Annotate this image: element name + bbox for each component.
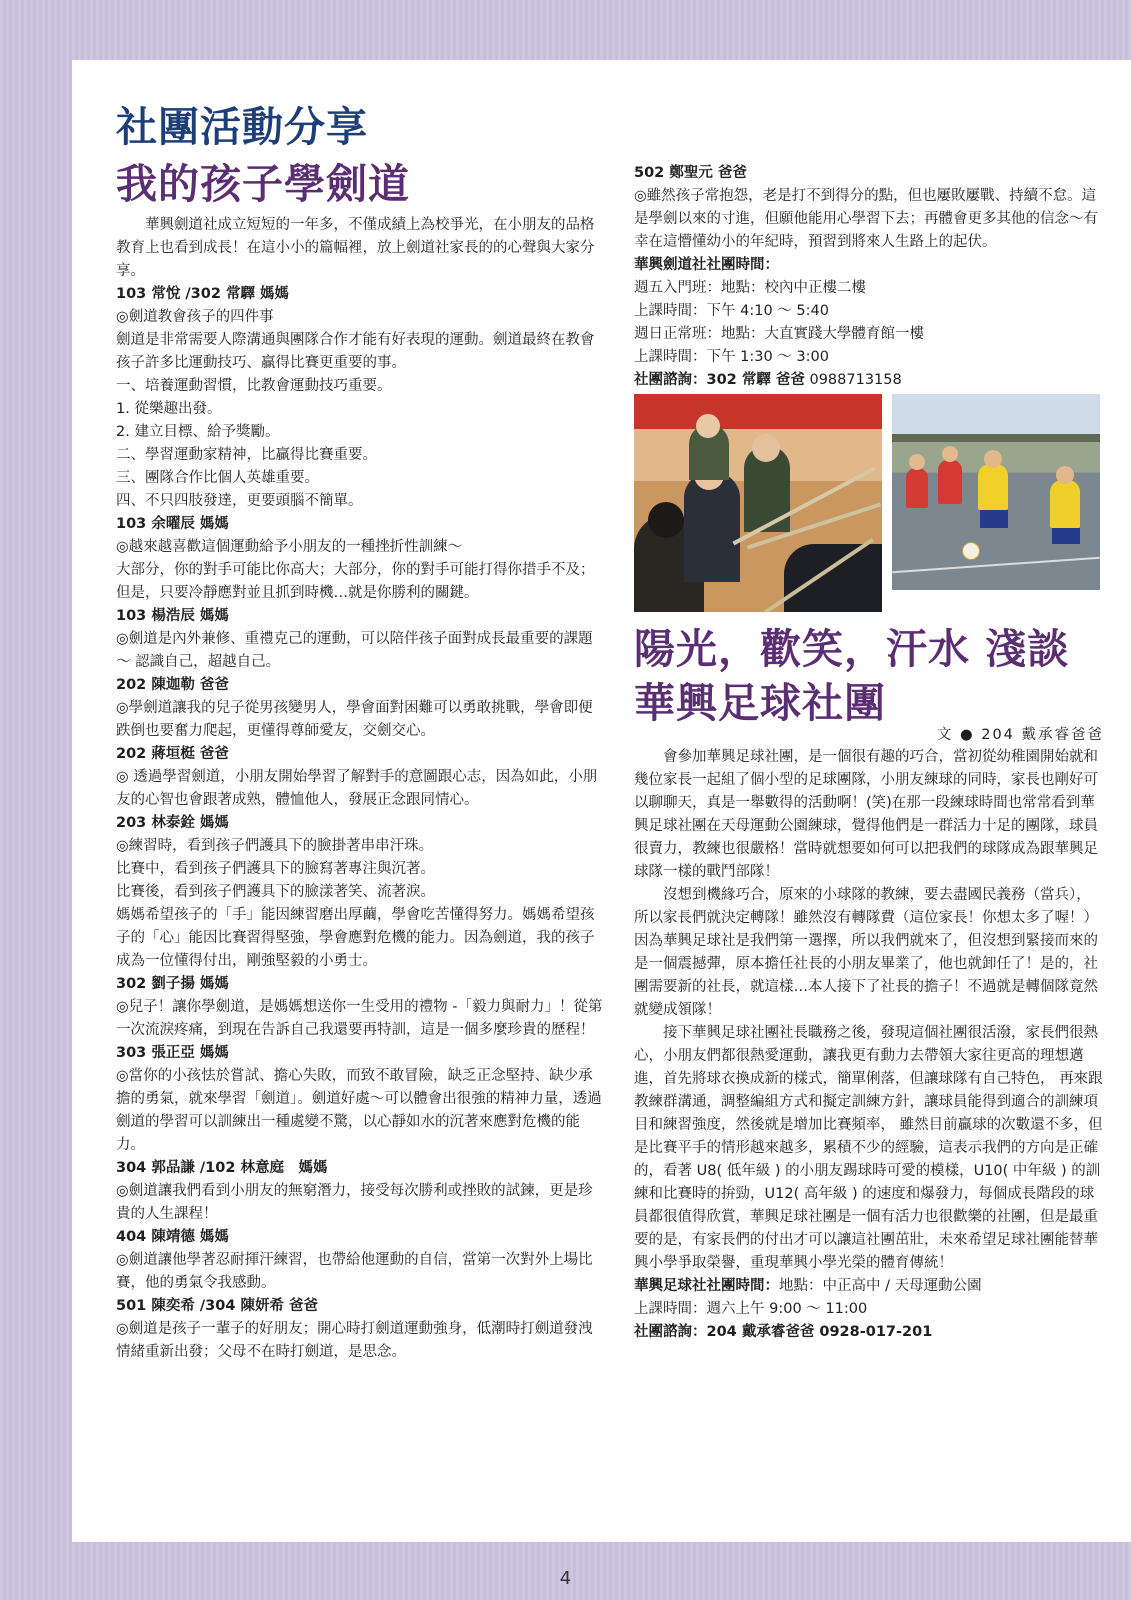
comment-text: ◎越來越喜歡這個運動給予小朋友的一種挫折性訓練～: [116, 539, 463, 555]
kendo-article-title: 我的孩子學劍道: [116, 160, 410, 208]
comment-text: ◎當你的小孩怯於嘗試、擔心失敗，而致不敢冒險，缺乏正念堅持、缺少承擔的勇氣，就來學習「劍道」。劍道好處～可以體會出很強的精神力量，透過劍道的學習可以訓練出一種處變不驚，以心靜如水的沉著來應對危機的能力。: [116, 1068, 602, 1153]
kendo-schedule-line: 上課時間：下午 4:10 ～ 5:40: [634, 303, 829, 319]
right-column: [634, 162, 1104, 1344]
kendo-schedule: [634, 254, 1104, 392]
comment-author: 404 陳靖德 媽媽: [116, 1229, 229, 1245]
comment-entry: [116, 283, 606, 513]
kendo-contact-phone: 0988713158: [809, 372, 902, 388]
soccer-paragraph: 接下華興足球社團社長職務之後，發現這個社團很活潑，家長們很熱心，小朋友們都很熱愛運動，讓我更有動力去帶領大家往更高的理想邁進，首先將球衣換成新的樣式，簡單俐落，但讓球隊有自己特色， 再來跟教練群溝通，調整編組方式和擬定訓練方針，讓球員能得到適合的訓練項目和練習強度，然後就是增加比賽頻率， 雖然目前贏球的次數還不多，但是比賽平手的情形越來越多，累積不少的經驗，這表示我們的方向是正確的，看著 U8( 低年級 ) 的小朋友踢球時可愛的模樣，U10( 中年級 ) 的訓練和比賽時的拚勁，U12( 高年級 ) 的速度和爆發力，每個成長階段的球員都很值得欣賞，華興足球社團是一個有活力也很歡樂的社團，但是最重要的是，有家長們的付出才可以讓這社團茁壯，未來希望足球社團能替華興小學爭取榮譽，重現華興小學光榮的體育傳統！: [634, 1025, 1103, 1271]
comment-text: ◎學劍道讓我的兒子從男孩變男人，學會面對困難可以勇敢挑戰，學會即便跌倒也要奮力爬起，更懂得尊師愛友，交劍交心。: [116, 700, 593, 739]
comment-entry: [116, 1042, 606, 1157]
kendo-intro: 華興劍道社成立短短的一年多，不僅成績上為校爭光，在小朋友的品格教育上也看到成長！在這小小的篇幅裡，放上劍道社家長的的心聲與大家分享。: [116, 217, 595, 279]
comment-text: 2. 建立目標、給予獎勵。: [116, 424, 280, 440]
kendo-schedule-line: 週五入門班：地點：校內中正樓二樓: [634, 280, 866, 296]
soccer-schedule-label: 華興足球社社團時間：: [634, 1278, 779, 1294]
comment-text: 媽媽希望孩子的「手」能因練習磨出厚繭，學會吃苦懂得努力。媽媽希望孩子的「心」能因比賽習得堅強，學會應對危機的能力。因為劍道，我的孩子成為一位懂得付出，剛強堅毅的小勇士。: [116, 907, 595, 969]
soccer-match-photo: [892, 394, 1100, 590]
soccer-schedule: [634, 1275, 1104, 1298]
comment-author: 501 陳奕希 /304 陳妍希 爸爸: [116, 1298, 319, 1314]
comment-entry: [116, 605, 606, 674]
comment-text: 一、培養運動習慣，比教會運動技巧重要。: [116, 378, 392, 394]
kendo-schedule-line: 上課時間：下午 1:30 ～ 3:00: [634, 349, 829, 365]
comment-text: 四、不只四肢發達，更要頭腦不簡單。: [116, 493, 363, 509]
comment-text: 大部分，你的對手可能比你高大；大部分，你的對手可能打得你措手不及；但是，只要冷靜應對並且抓到時機…就是你勝利的關鍵。: [116, 562, 595, 601]
comment-text: 比賽中，看到孩子們護具下的臉寫著專注與沉著。: [116, 861, 435, 877]
kendo-contact: [634, 369, 1104, 392]
magazine-page: [72, 60, 1131, 1542]
comment-author: 103 常悅 /302 常驛 媽媽: [116, 286, 290, 302]
kendo-parent-comments: [116, 283, 606, 1364]
comment-entry: [116, 1226, 606, 1295]
page-number: 4: [559, 1568, 572, 1589]
soccer-paragraph: 沒想到機緣巧合，原來的小球隊的教練，要去盡國民義務（當兵），所以家長們就決定轉隊！雖然沒有轉隊費（這位家長！你想太多了喔！）因為華興足球社是我們第一選擇，所以我們就來了，但沒想到緊接而來的是一個震撼彈，原本擔任社長的小朋友畢業了，他也就卸任了！是的，社團需要新的社長，就這樣…本人接下了社長的擔子！不過就是轉個隊竟然就變成領隊！: [634, 887, 1098, 1018]
comment-text: ◎劍道讓我們看到小朋友的無窮潛力，接受每次勝利或挫敗的試鍊，更是珍貴的人生課程！: [116, 1183, 593, 1222]
comment-author: 302 劉子揚 媽媽: [116, 976, 229, 992]
comment-text: 比賽後，看到孩子們護具下的臉漾著笑、流著淚。: [116, 884, 435, 900]
comment-author: 304 郭品謙 /102 林意庭 媽媽: [116, 1160, 328, 1176]
soccer-article-title: 陽光，歡笑，汗水 淺談: [634, 625, 1070, 673]
comment-author: 203 林泰銓 媽媽: [116, 815, 229, 831]
comment-author: 303 張正亞 媽媽: [116, 1045, 229, 1061]
soccer-article-title-line2: 華興足球社團: [634, 679, 886, 727]
comment-author: 103 楊浩辰 媽媽: [116, 608, 229, 624]
comment-entry: [116, 1295, 606, 1364]
comment-entry: [116, 513, 606, 605]
comment-text: ◎劍道教會孩子的四件事: [116, 309, 274, 325]
comment-text: 三、團隊合作比個人英雄重要。: [116, 470, 319, 486]
comment-text: 1. 從樂趣出發。: [116, 401, 222, 417]
comment-entry: [116, 743, 606, 812]
kendo-schedule-heading: 華興劍道社社團時間：: [634, 257, 779, 273]
soccer-paragraph: 會參加華興足球社團，是一個很有趣的巧合，當初從幼稚園開始就和幾位家長一起組了個小型的足球團隊，小朋友練球的同時，家長也剛好可以聊聊天，真是一舉數得的活動啊！(笑)在那一段練球時間也常常看到華興足球社團在天母運動公園練球，覺得他們是一群活力十足的團隊，球員很賣力，教練也很嚴格！當時就想要如何可以把我們的球隊成為跟華興足球隊一樣的戰鬥部隊！: [634, 749, 1098, 880]
comment-text: ◎ 透過學習劍道，小朋友開始學習了解對手的意圖跟心志，因為如此，小朋友的心智也會跟著成熟，體恤他人，發展正念跟同情心。: [116, 769, 598, 808]
comment-text: ◎雖然孩子常抱怨，老是打不到得分的點，但也屢敗屢戰、持續不怠。這是學劍以來的寸進，但願他能用心學習下去；再體會更多其他的信念～有幸在這懵懂幼小的年紀時，預習到將來人生路上的起伏。: [634, 188, 1098, 250]
comment-text: ◎練習時，看到孩子們護具下的臉掛著串串汗珠。: [116, 838, 434, 854]
comment-author: 202 陳迦勒 爸爸: [116, 677, 229, 693]
comment-text: ◎劍道是孩子一輩子的好朋友；開心時打劍道運動強身，低潮時打劍道發洩情緒重新出發；父母不在時打劍道，是思念。: [116, 1321, 593, 1360]
comment-entry: [116, 1157, 606, 1226]
soccer-schedule-time: 上課時間：週六上午 9:00 ～ 11:00: [634, 1301, 868, 1317]
soccer-contact: 社團諮詢：204 戴承睿爸爸 0928-017-201: [634, 1324, 933, 1340]
kendo-schedule-line: 週日正常班：地點：大直實踐大學體育館一樓: [634, 326, 924, 342]
comment-text: 二、學習運動家精神，比贏得比賽重要。: [116, 447, 377, 463]
kendo-contact-label: 社團諮詢：302 常驛 爸爸: [634, 372, 805, 388]
soccer-byline: 文 ● 204 戴承睿爸爸: [936, 727, 1104, 743]
comment-text: ◎劍道是內外兼修、重禮克己的運動，可以陪伴孩子面對成長最重要的課題～ 認識自己，超越自己。: [116, 631, 593, 670]
comment-author: 202 蔣垣梃 爸爸: [116, 746, 229, 762]
soccer-schedule-place: 地點：中正高中 / 天母運動公園: [779, 1278, 982, 1294]
kendo-practice-photo: [634, 394, 882, 612]
page-title: 社團活動分享: [116, 103, 368, 151]
comment-entry: [116, 812, 606, 973]
comment-text: 劍道是非常需要人際溝通與團隊合作才能有好表現的運動。劍道最終在教會孩子許多比運動技巧、贏得比賽更重要的事。: [116, 332, 595, 371]
comment-author: 502 鄭聖元 爸爸: [634, 165, 747, 181]
comment-text: ◎劍道讓他學著忍耐揮汗練習，也帶給他運動的自信，當第一次對外上場比賽，他的勇氣令我感動。: [116, 1252, 593, 1291]
comment-author: 103 余曜辰 媽媽: [116, 516, 229, 532]
comment-text: ◎兒子！讓你學劍道，是媽媽想送你一生受用的禮物 -「毅力與耐力」！從第一次流淚疼痛，到現在告訴自己我還要再特訓，這是一個多麼珍貴的歷程！: [116, 999, 603, 1038]
left-column: [116, 100, 606, 1364]
comment-entry: [634, 162, 1104, 254]
comment-entry: [116, 674, 606, 743]
comment-entry: [116, 973, 606, 1042]
photo-row: [634, 394, 1104, 612]
